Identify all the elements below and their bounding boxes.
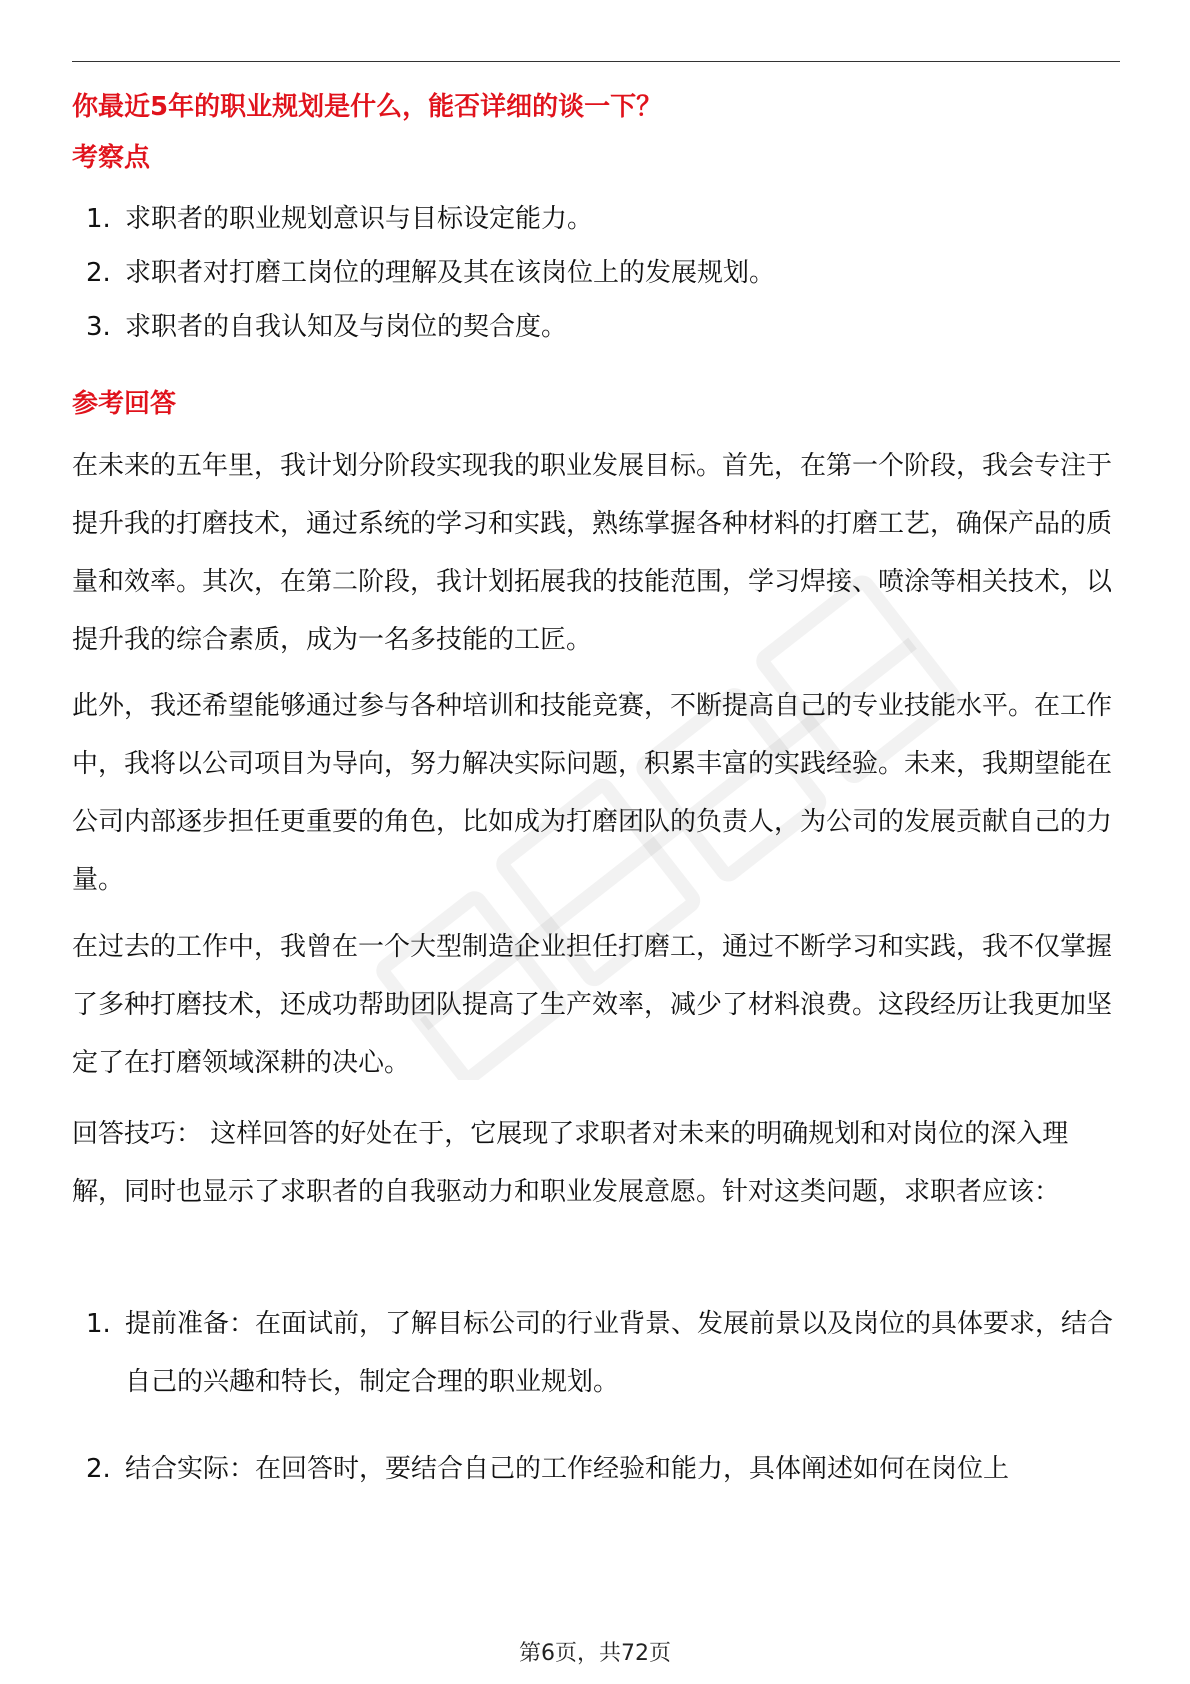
answer-paragraph: 在未来的五年里，我计划分阶段实现我的职业发展目标。首先，在第一个阶段，我会专注于提升我的打磨技术，通过系统的学习和实践，熟练掌握各种材料的打磨工艺，确保产品的质量和效率。其次，在第二阶段，我计划拓展我的技能范围，学习焊接、喷涂等相关技术，以提升我的综合素质，成为一名多技能的工匠。 — [72, 451, 1113, 655]
top-rule — [72, 61, 1120, 62]
page-footer: 第6页，共72页 — [519, 1641, 671, 1666]
answer-paragraph: 在过去的工作中，我曾在一个大型制造企业担任打磨工，通过不断学习和实践，我不仅掌握了多种打磨技术，还成功帮助团队提高了生产效率，减少了材料浪费。这段经历让我更加坚定了在打磨领域深耕的决心。 — [72, 932, 1113, 1078]
list-number: 3. — [86, 312, 111, 342]
question-title: 你最近5年的职业规划是什么，能否详细的谈一下？ — [72, 92, 663, 122]
list-number: 2. — [86, 1454, 111, 1484]
list-item — [72, 1440, 1120, 1498]
list-number: 1. — [86, 204, 111, 234]
list-number: 1. — [86, 1309, 111, 1339]
list-text: 求职者的职业规划意识与目标设定能力。 — [125, 204, 594, 234]
list-text: 求职者的自我认知及与岗位的契合度。 — [125, 312, 568, 342]
list-text: 结合实际：在回答时，要结合自己的工作经验和能力，具体阐述如何在岗位上 — [125, 1454, 1010, 1484]
tips-intro-paragraph: 回答技巧： 这样回答的好处在于，它展现了求职者对未来的明确规划和对岗位的深入理解，同时也显示了求职者的自我驱动力和职业发展意愿。针对这类问题，求职者应该： — [72, 1119, 1069, 1207]
list-item — [72, 308, 1120, 346]
answer-paragraph: 此外，我还希望能够通过参与各种培训和技能竞赛，不断提高自己的专业技能水平。在工作中，我将以公司项目为导向，努力解决实际问题，积累丰富的实践经验。未来，我期望能在公司内部逐步担任更重要的角色，比如成为打磨团队的负责人，为公司的发展贡献自己的力量。 — [72, 691, 1113, 895]
exam-points-list — [72, 200, 1120, 346]
list-text: 提前准备：在面试前，了解目标公司的行业背景、发展前景以及岗位的具体要求，结合自己的兴趣和特长，制定合理的职业规划。 — [125, 1309, 1114, 1397]
list-number: 2. — [86, 258, 111, 288]
list-text: 求职者对打磨工岗位的理解及其在该岗位上的发展规划。 — [125, 258, 776, 288]
list-item — [72, 254, 1120, 292]
list-item — [72, 1295, 1120, 1411]
section-heading-exam: 考察点 — [72, 143, 151, 173]
list-item — [72, 200, 1120, 238]
tips-list — [72, 1295, 1120, 1498]
section-heading-answer: 参考回答 — [72, 389, 177, 419]
